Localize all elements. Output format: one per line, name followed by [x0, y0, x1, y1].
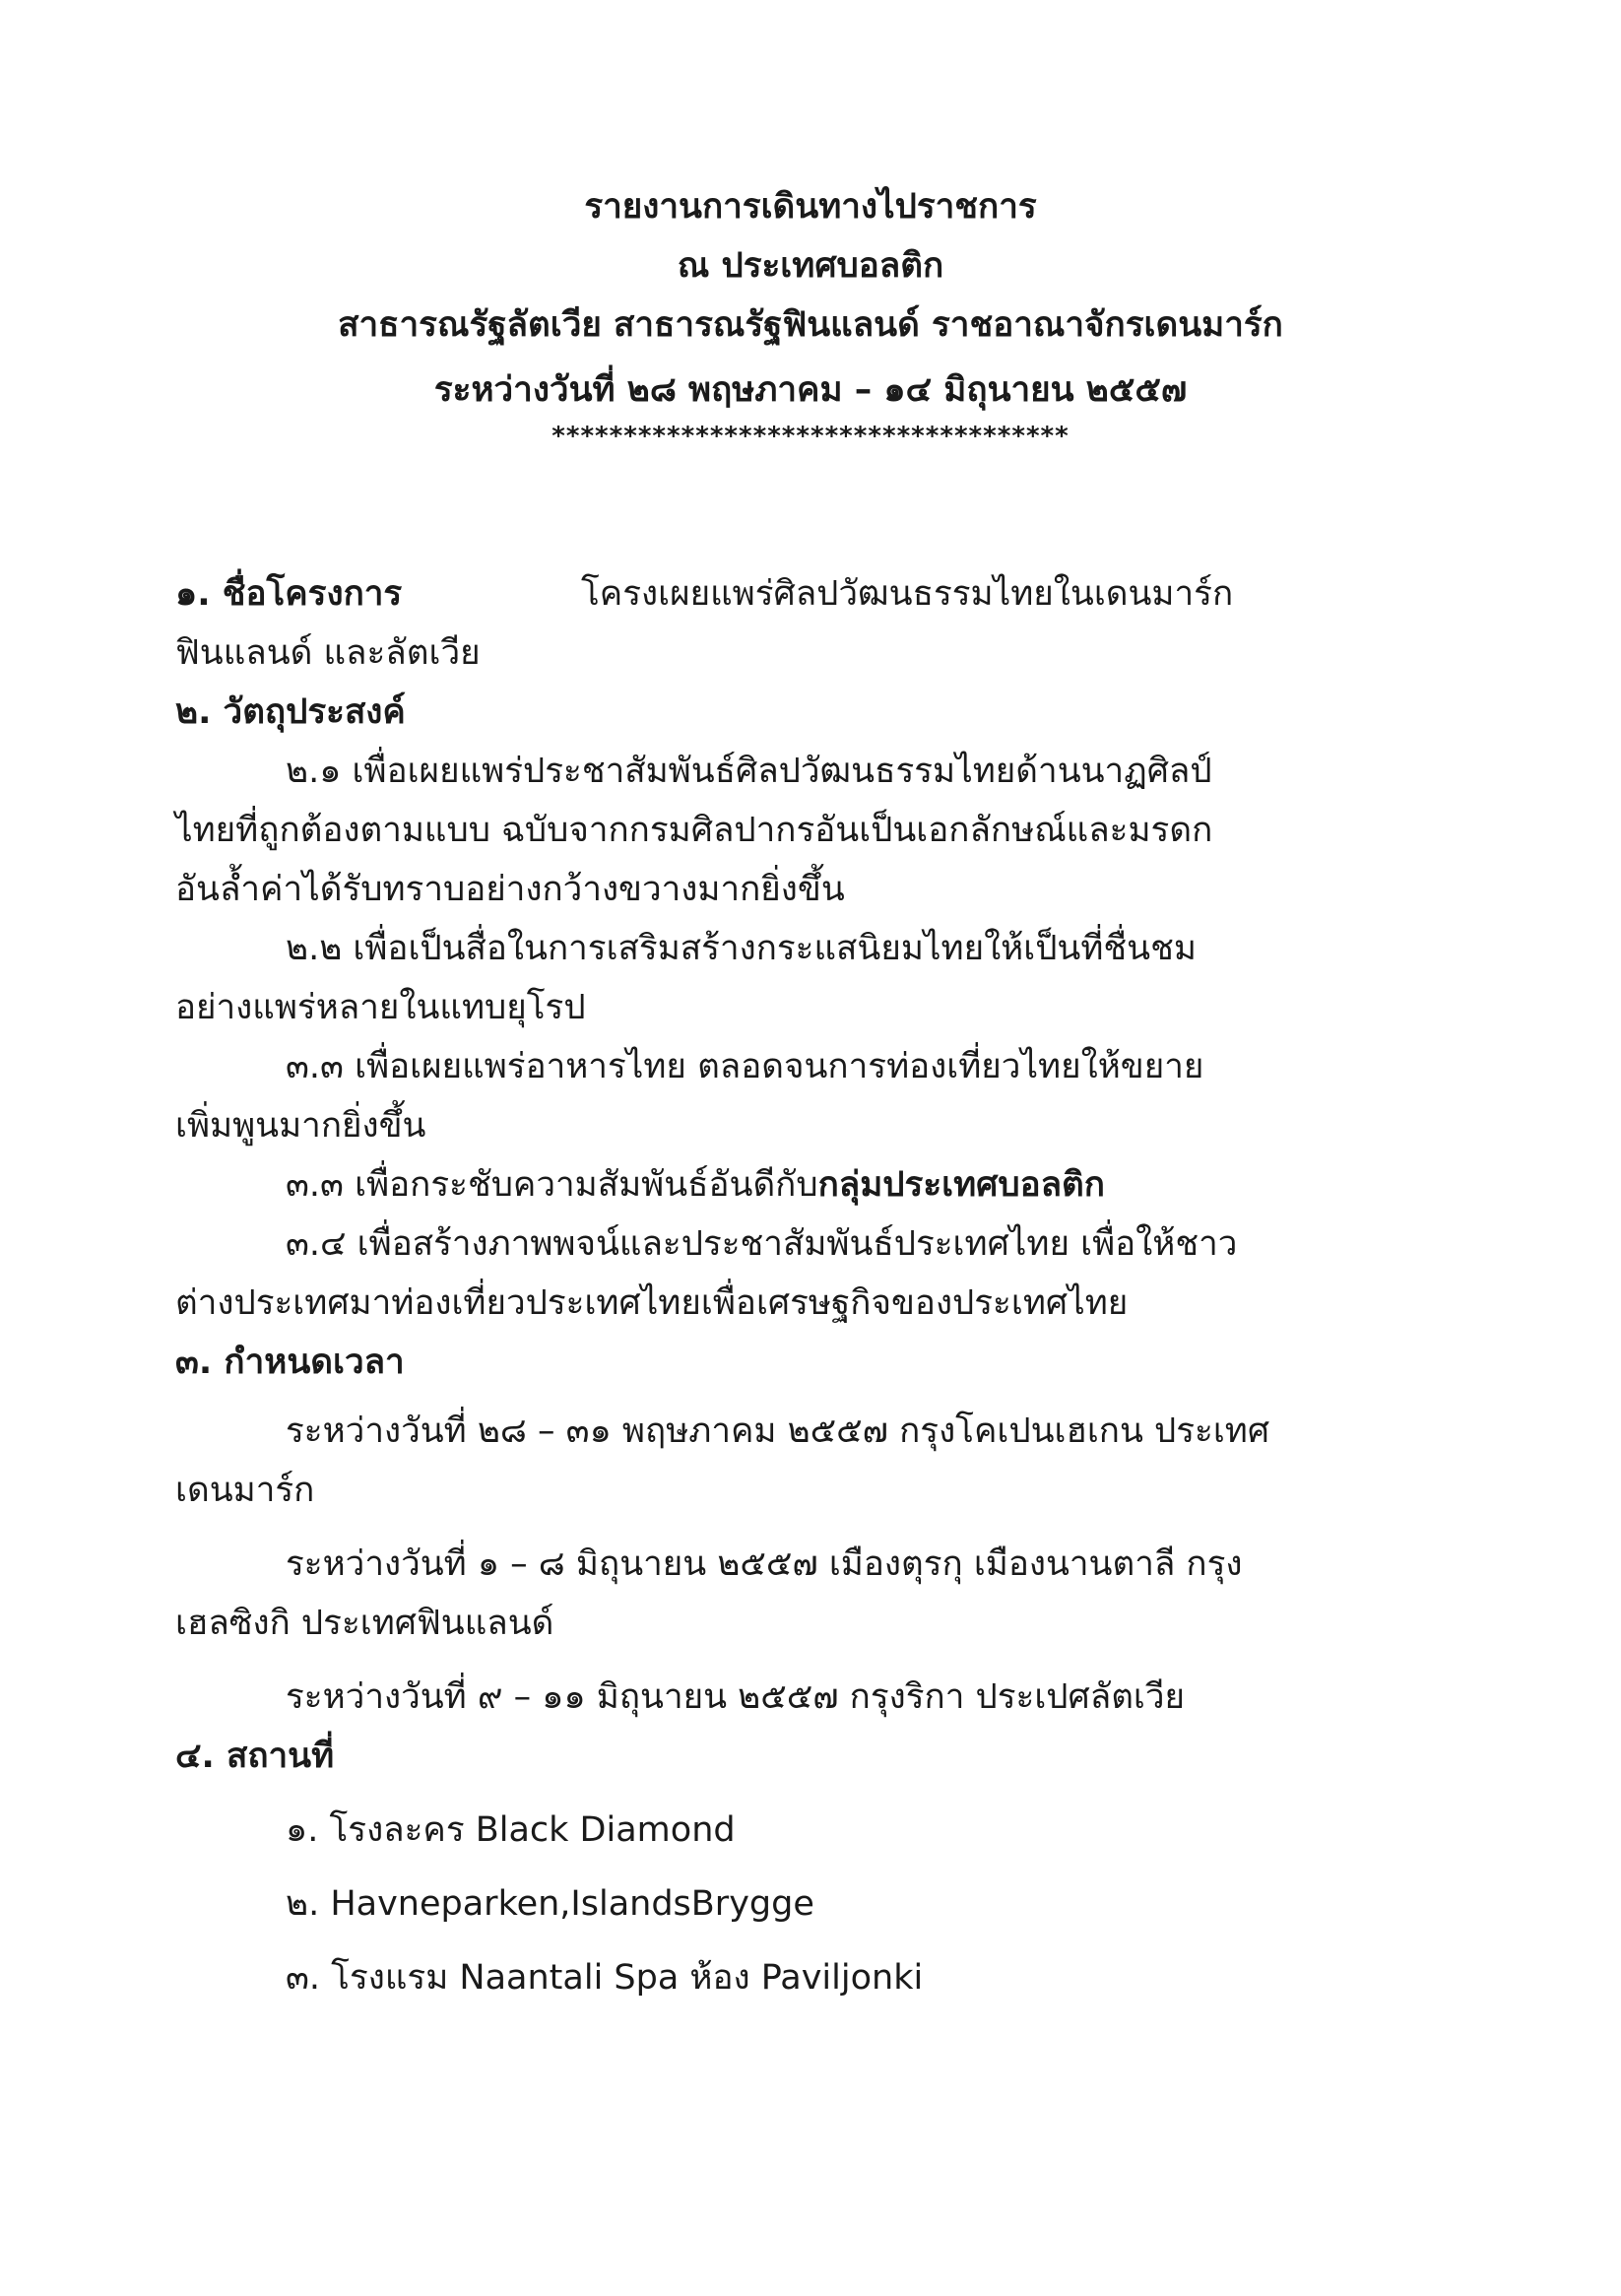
venue-item-1: ๑. โรงละคร Black Diamond — [286, 1810, 736, 1850]
separator-stars: ************************************ — [551, 422, 1070, 451]
venue-item-3: ๓. โรงแรม Naantali Spa ห้อง Paviljonki — [286, 1958, 924, 1998]
objective-2: ๒.๒ เพื่อเป็นสื่อในการเสริมสร้างกระแสนิยมไทยให้เป็นที่ชื่นชม — [286, 929, 1197, 968]
project-heading: ๑. ชื่อโครงการ — [175, 574, 403, 614]
report-subtitle-region: ณ ประเทศบอลติก — [677, 246, 944, 286]
report-header — [0, 177, 1621, 451]
objective-5-cont: ต่างประเทศมาท่องเที่ยวประเทศไทยเพื่อเศรษฐกิจของประเทศไทย — [175, 1283, 1129, 1323]
schedule-item-1: ระหว่างวันที่ ๒๘ – ๓๑ พฤษภาคม ๒๕๕๗ กรุงโคเปนเฮเกน ประเทศ — [286, 1411, 1270, 1451]
report-subtitle-countries: สาธารณรัฐลัตเวีย สาธารณรัฐฟินแลนด์ ราชอาณาจักรเดนมาร์ก — [338, 305, 1283, 345]
objective-1-cont-a: ไทยที่ถูกต้องตามแบบ ฉบับจากกรมศิลปากรอันเป็นเอกลักษณ์และมรดก — [175, 811, 1213, 850]
objective-2-cont: อย่างแพร่หลายในแทบยุโรป — [175, 988, 586, 1027]
objective-1-cont-b: อันล้ำค่าได้รับทราบอย่างกว้างขวางมากยิ่งขึ้น — [175, 870, 845, 909]
venue-heading: ๔. สถานที่ — [175, 1737, 335, 1776]
objective-4 — [286, 1157, 1105, 1212]
objective-4-text: ๓.๓ เพื่อกระชับความสัมพันธ์อันดีกับ — [286, 1165, 818, 1205]
schedule-item-1-cont: เดนมาร์ก — [175, 1471, 315, 1510]
objective-3-cont: เพิ่มพูนมากยิ่งขึ้น — [175, 1106, 426, 1146]
project-value-cont: ฟินแลนด์ และลัตเวีย — [175, 633, 481, 673]
project-value: โครงเผยแพร่ศิลปวัฒนธรรมไทยในเดนมาร์ก — [581, 574, 1234, 614]
objective-3: ๓.๓ เพื่อเผยแพร่อาหารไทย ตลอดจนการท่องเที่ยวไทยให้ขยาย — [286, 1047, 1204, 1086]
report-title: รายงานการเดินทางไปราชการ — [584, 187, 1037, 227]
schedule-heading: ๓. กำหนดเวลา — [175, 1343, 405, 1382]
schedule-item-2: ระหว่างวันที่ ๑ – ๘ มิถุนายน ๒๕๕๗ เมืองตุรกุ เมืองนานตาลี กรุง — [286, 1544, 1243, 1584]
schedule-item-2-cont: เฮลซิงกิ ประเทศฟินแลนด์ — [175, 1604, 554, 1643]
objective-5: ๓.๔ เพื่อสร้างภาพพจน์และประชาสัมพันธ์ประเทศไทย เพื่อให้ชาว — [286, 1224, 1238, 1264]
schedule-item-3: ระหว่างวันที่ ๙ – ๑๑ มิถุนายน ๒๕๕๗ กรุงริกา ประเปศลัตเวีย — [286, 1677, 1186, 1717]
objective-4-bold-text: กลุ่มประเทศบอลติก — [817, 1165, 1105, 1205]
objective-1: ๒.๑ เพื่อเผยแพร่ประชาสัมพันธ์ศิลปวัฒนธรรมไทยด้านนาฏศิลป์ — [286, 752, 1212, 791]
report-date-range: ระหว่างวันที่ ๒๘ พฤษภาคม – ๑๔ มิถุนายน ๒๕๕๗ — [433, 370, 1188, 410]
objectives-heading: ๒. วัตถุประสงค์ — [175, 692, 406, 732]
venue-item-2: ๒. Havneparken,IslandsBrygge — [286, 1884, 814, 1924]
